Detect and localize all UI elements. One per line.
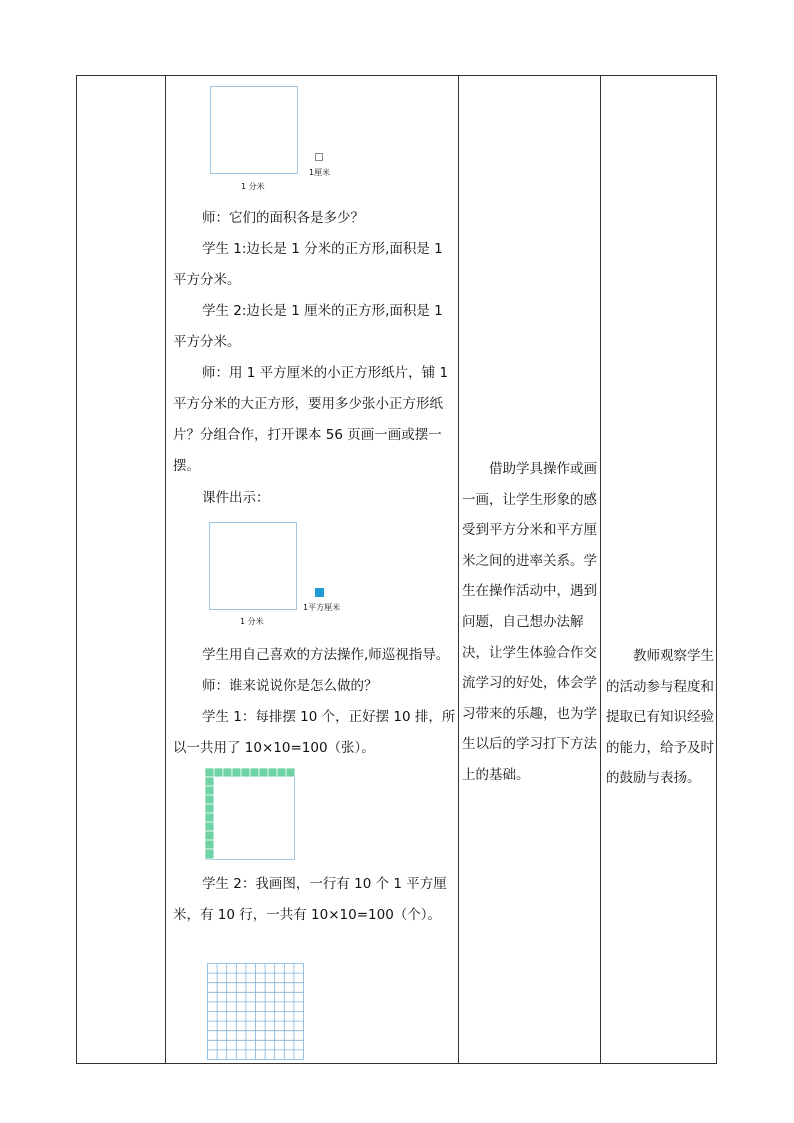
tile [205, 840, 214, 850]
label-1dm: 1 分米 [241, 182, 265, 191]
empty-cell [77, 76, 165, 1063]
text-line: 学生 1：每排摆 10 个，正好摆 10 排，所 [202, 709, 456, 725]
tile [286, 768, 295, 777]
evaluation-text: 教师观察学生的活动参与程度和提取已有知识经验的能力，给予及时的鼓励与表扬。 [606, 648, 714, 787]
tile [205, 795, 214, 805]
square-1cm2-figure [315, 588, 324, 597]
square-1dm-figure [210, 86, 298, 174]
tile [205, 768, 214, 777]
column-divider [600, 76, 601, 1063]
text-line: 平方分米的大正方形，要用多少张小正方形纸 [173, 396, 443, 412]
teaching-process-cell [166, 76, 458, 1063]
tile [205, 786, 214, 796]
tile [277, 768, 286, 777]
tile [205, 831, 214, 841]
text-line: 师：它们的面积各是多少？ [202, 210, 364, 226]
tile [205, 813, 214, 823]
tile-row-and-column [205, 768, 295, 859]
text-line: 米，有 10 行，一共有 10×10=100（个）。 [173, 907, 442, 923]
evaluation-cell [606, 641, 718, 794]
label-1cm: 1厘米 [309, 168, 331, 177]
tiling-figure [205, 768, 297, 862]
text-line: 学生 1:边长是 1 分米的正方形,面积是 1 [202, 241, 443, 257]
tile [205, 822, 214, 832]
design-intent-text: 借助学具操作或画一画，让学生形象的感受到平方分米和平方厘米之间的进率关系。学生在操作活动中，遇到问题，自己想办法解决，让学生体验合作交流学习的好处，体会学习带来的乐趣，也为学生以后的学习打下方法上的基础。 [462, 461, 597, 783]
tile [205, 777, 214, 787]
tile [250, 768, 259, 777]
text-line: 学生 2：我画图，一行有 10 个 1 平方厘 [202, 876, 447, 892]
square-1cm-figure [315, 153, 323, 161]
tile [241, 768, 250, 777]
lesson-table [76, 75, 717, 1064]
text-line: 师：用 1 平方厘米的小正方形纸片，铺 1 [202, 365, 449, 381]
tile [259, 768, 268, 777]
tile [223, 768, 232, 777]
text-line: 学生 2:边长是 1 厘米的正方形,面积是 1 [202, 303, 443, 319]
text-line: 学生用自己喜欢的方法操作,师巡视指导。 [202, 647, 450, 663]
tile [205, 849, 214, 859]
text-line: 摆。 [173, 458, 200, 474]
text-line: 以一共用了 10×10=100（张）。 [173, 740, 375, 756]
text-line: 片？分组合作，打开课本 56 页画一画或摆一 [173, 427, 442, 443]
tile [214, 768, 223, 777]
label-1dm: 1 分米 [240, 617, 264, 626]
label-1cm2: 1平方厘米 [303, 603, 341, 612]
tile [268, 768, 277, 777]
tile [205, 804, 214, 814]
tile [232, 768, 241, 777]
design-intent-cell [462, 454, 597, 791]
text-line: 平方分米。 [173, 334, 241, 350]
square-1dm-figure [209, 522, 297, 610]
text-line: 师：谁来说说你是怎么做的？ [202, 678, 378, 694]
column-divider [458, 76, 459, 1063]
text-line: 课件出示： [202, 490, 270, 506]
grid-10x10-figure [207, 963, 305, 1061]
text-line: 平方分米。 [173, 272, 241, 288]
